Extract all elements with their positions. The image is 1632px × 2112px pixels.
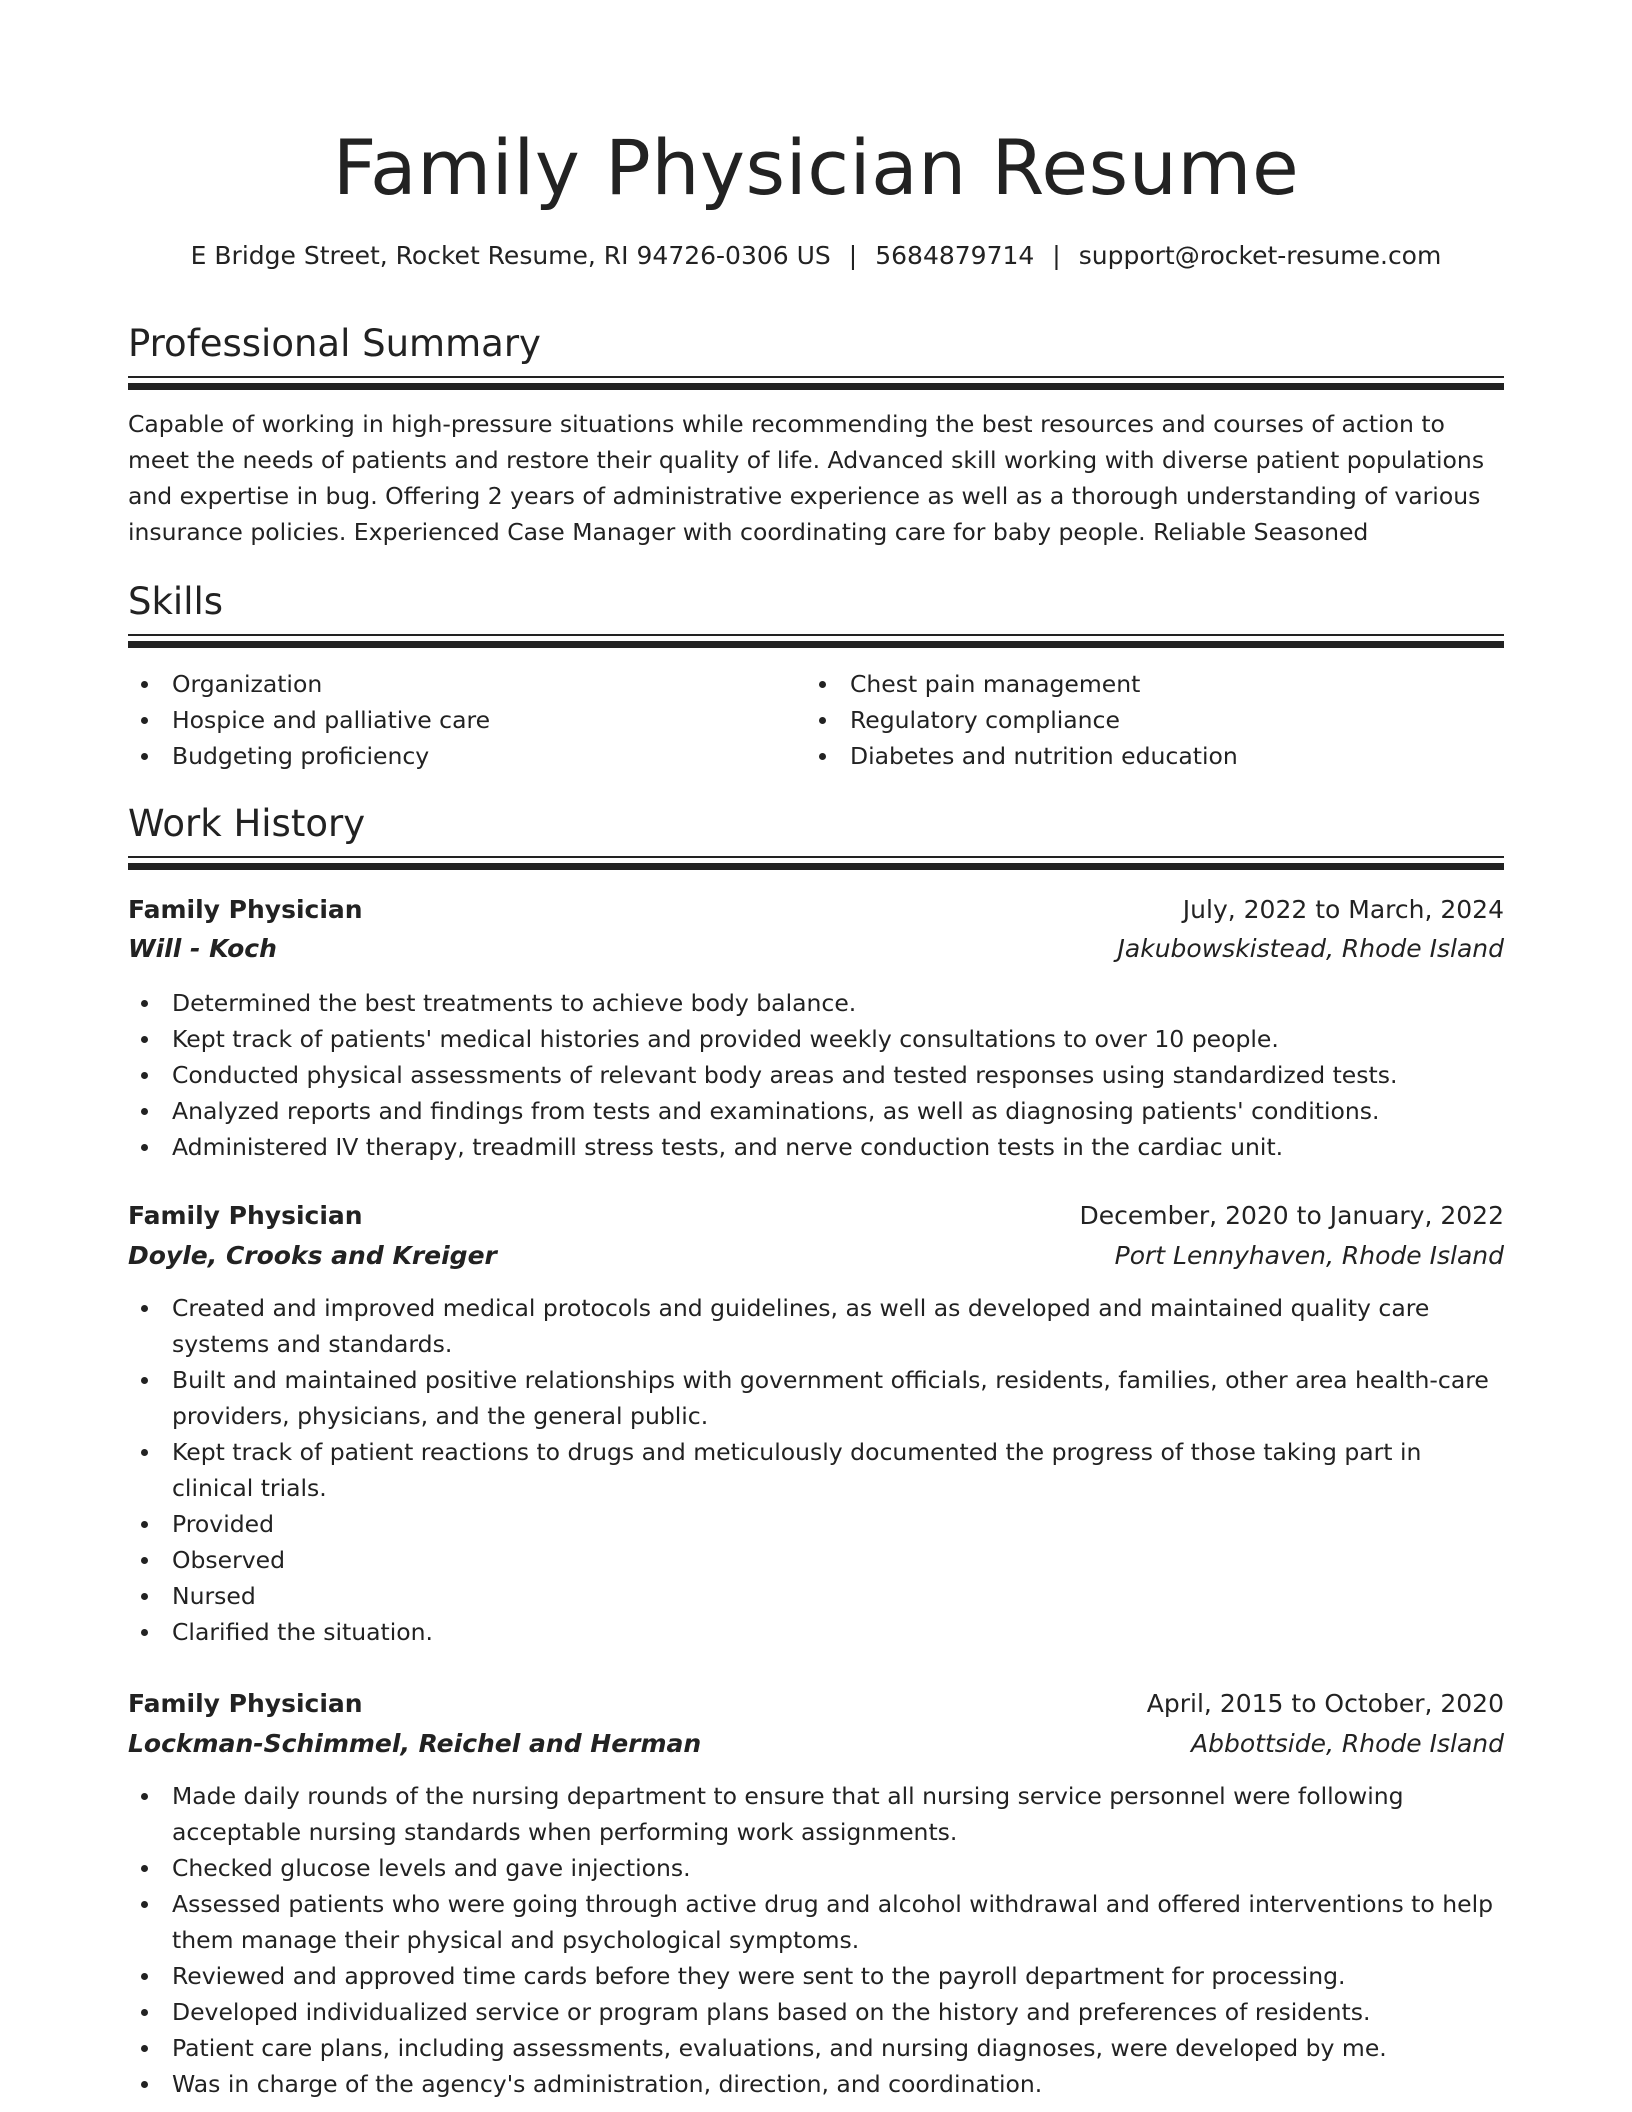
job-responsibilities xyxy=(128,985,1504,1165)
job-company: Lockman-Schimmel, Reichel and Herman xyxy=(128,1729,702,1758)
contact-phone: 5684879714 xyxy=(875,241,1035,270)
resume-title: Family Physician Resume xyxy=(332,123,1300,212)
job-bullet: Developed individualized service or program plans based on the history and preferences of residents. xyxy=(128,1994,1504,2030)
job-company: Will - Koch xyxy=(128,934,277,963)
job-bullet: Made daily rounds of the nursing department to ensure that all nursing service personnel were following acceptable nursing standards when performing work assignments. xyxy=(128,1778,1504,1850)
job-bullet: Administered IV therapy, treadmill stress tests, and nerve conduction tests in the cardiac unit. xyxy=(128,1129,1504,1165)
job-bullet: Patient care plans, including assessments, evaluations, and nursing diagnoses, were developed by me. xyxy=(128,2030,1504,2066)
skill-item: Budgeting proficiency xyxy=(128,738,788,774)
job-title: Family Physician xyxy=(128,895,363,924)
job-dates: April, 2015 to October, 2020 xyxy=(1146,1689,1504,1718)
contact-line xyxy=(128,238,1504,274)
job-bullet: Observed xyxy=(128,1542,1504,1578)
job-responsibilities xyxy=(128,1290,1504,1650)
work-history-heading: Work History xyxy=(128,802,366,845)
job-location: Port Lennyhaven, Rhode Island xyxy=(1114,1241,1504,1270)
job-bullet: Reviewed and approved time cards before they were sent to the payroll department for processing. xyxy=(128,1958,1504,1994)
job-bullet: Determined the best treatments to achieve body balance. xyxy=(128,985,1504,1021)
job-location: Jakubowskistead, Rhode Island xyxy=(1117,934,1504,963)
skill-item: Organization xyxy=(128,666,788,702)
summary-heading: Professional Summary xyxy=(128,322,541,365)
job-bullet: Clarified the situation. xyxy=(128,1614,1504,1650)
job-bullet: Nursed xyxy=(128,1578,1504,1614)
skill-item: Chest pain management xyxy=(806,666,1466,702)
skills-heading: Skills xyxy=(128,580,224,623)
job-responsibilities xyxy=(128,1778,1504,2102)
job-bullet: Kept track of patient reactions to drugs and meticulously documented the progress of those taking part in clinical trials. xyxy=(128,1434,1504,1506)
contact-address: E Bridge Street, Rocket Resume, RI 94726-0306 US xyxy=(190,241,831,270)
job-bullet: Kept track of patients' medical histories and provided weekly consultations to over 10 people. xyxy=(128,1021,1504,1057)
work-history-divider xyxy=(128,856,1504,870)
skills-divider xyxy=(128,634,1504,648)
job-title: Family Physician xyxy=(128,1201,363,1230)
job-bullet: Conducted physical assessments of relevant body areas and tested responses using standardized tests. xyxy=(128,1057,1504,1093)
job-company: Doyle, Crooks and Kreiger xyxy=(128,1241,497,1270)
skill-item: Regulatory compliance xyxy=(806,702,1466,738)
job-bullet: Analyzed reports and findings from tests and examinations, as well as diagnosing patients' conditions. xyxy=(128,1093,1504,1129)
job-bullet: Created and improved medical protocols and guidelines, as well as developed and maintained quality care systems and standards. xyxy=(128,1290,1504,1362)
job-title: Family Physician xyxy=(128,1689,363,1718)
job-bullet: Was in charge of the agency's administration, direction, and coordination. xyxy=(128,2066,1504,2102)
contact-email: support@rocket-resume.com xyxy=(1078,241,1442,270)
skills-left-column xyxy=(128,666,788,774)
skill-item: Diabetes and nutrition education xyxy=(806,738,1466,774)
summary-divider xyxy=(128,376,1504,390)
skill-item: Hospice and palliative care xyxy=(128,702,788,738)
job-bullet: Assessed patients who were going through active drug and alcohol withdrawal and offered interventions to help them manage their physical and psychological symptoms. xyxy=(128,1886,1504,1958)
job-bullet: Provided xyxy=(128,1506,1504,1542)
job-bullet: Checked glucose levels and gave injections. xyxy=(128,1850,1504,1886)
job-dates: July, 2022 to March, 2024 xyxy=(1182,895,1504,924)
contact-separator: | xyxy=(848,241,858,270)
job-location: Abbottside, Rhode Island xyxy=(1191,1729,1504,1758)
summary-text: Capable of working in high-pressure situations while recommending the best resources and courses of action to meet the needs of patients and restore their quality of life. Advanced skill working with diverse patient populations and expertise in bug. Offering 2 years of administrative experience as well as a thorough understanding of various insurance policies. Experienced Case Manager with coordinating care for baby people. Reliable Seasoned xyxy=(128,410,1485,546)
contact-separator: | xyxy=(1052,241,1061,270)
job-dates: December, 2020 to January, 2022 xyxy=(1079,1201,1504,1230)
job-bullet: Built and maintained positive relationships with government officials, residents, families, other area health-care providers, physicians, and the general public. xyxy=(128,1362,1504,1434)
skills-right-column xyxy=(806,666,1466,774)
